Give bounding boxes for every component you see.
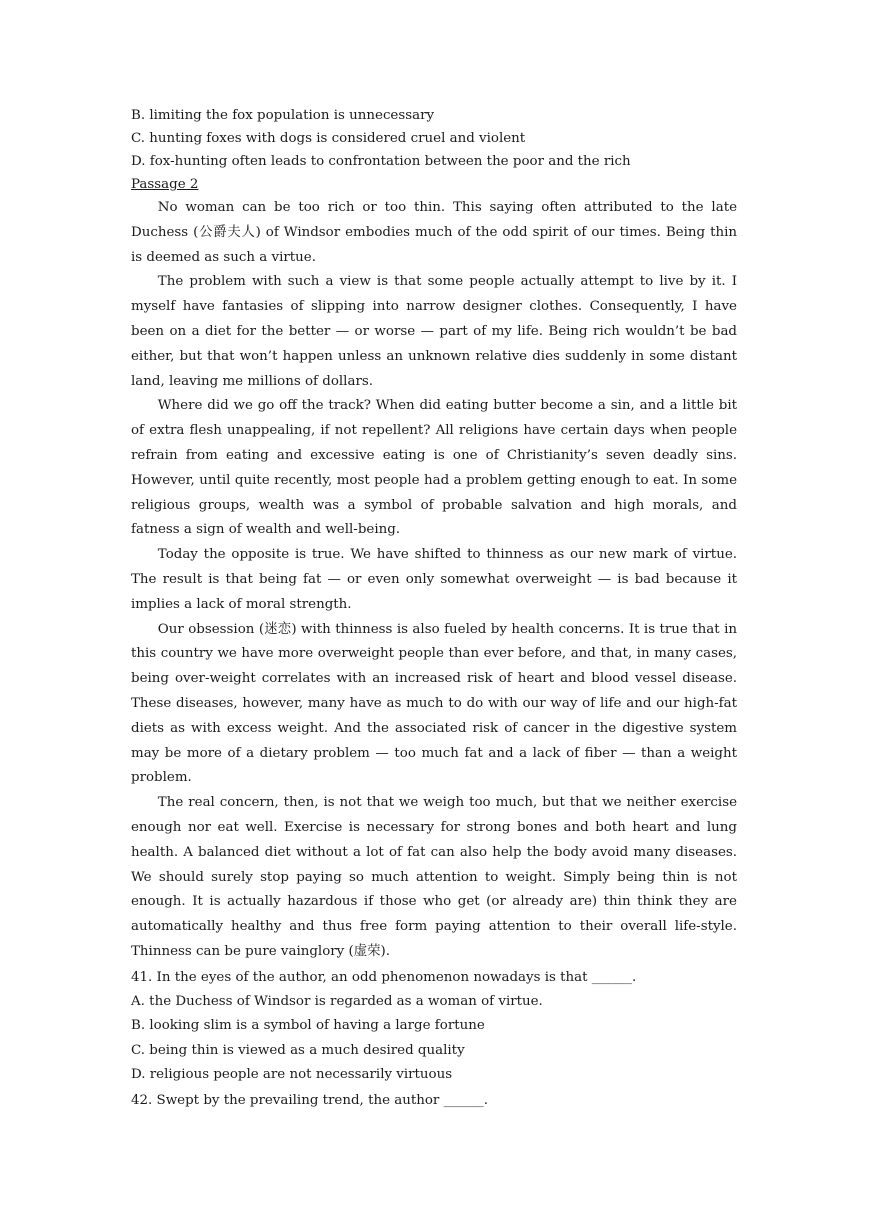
question-41-option-b: B. looking slim is a symbol of having a large fortune [131, 1018, 485, 1034]
question-41-option-c: C. being thin is viewed as a much desired quality [131, 1042, 465, 1058]
paragraph-5: Our obsession (迷恋) with thinness is also fueled by health concerns. It is true that in this country we have more overweight people than ever before, and that, in many cases, being over-weight correlates with an increased risk of heart and blood vessel disease. These diseases, however, many have as much to do with our way of life and our high-fat diets as with excess weight. And the associated risk of cancer in the digestive system may be more of a dietary problem — too much fat and a lack of fiber — than a weight problem. [131, 621, 737, 786]
question-42-stem: 42. Swept by the prevailing trend, the author ______. [131, 1093, 489, 1109]
passage-title: Passage 2 [131, 177, 199, 192]
prev-option-c: C. hunting foxes with dogs is considered cruel and violent [131, 131, 526, 146]
prev-option-d: D. fox-hunting often leads to confrontation between the poor and the rich [131, 154, 631, 169]
question-41-option-d: D. religious people are not necessarily virtuous [131, 1067, 453, 1083]
paragraph-2: The problem with such a view is that some people actually attempt to live by it. I myself have fantasies of slipping into narrow designer clothes. Consequently, I have been on a diet for the better — or worse — part of my life. Being rich wouldn’t be bad either, but that won’t happen unless an unknown relative dies suddenly in some distant land, leaving me millions of dollars. [131, 274, 737, 389]
question-41-option-a: A. the Duchess of Windsor is regarded as a woman of virtue. [131, 993, 543, 1009]
paragraph-6: The real concern, then, is not that we weigh too much, but that we neither exercise enough nor eat well. Exercise is necessary for strong bones and both heart and lung health. A balanced diet without a lot of fat can also help the body avoid many diseases. We should surely stop paying so much attention to weight. Simply being thin is not enough. It is actually hazardous if those who get (or already are) thin think they are automatically healthy and thus free form paying attention to their overall life-style. Thinness can be pure vainglory (虚荣). [131, 795, 737, 959]
prev-option-b: B. limiting the fox population is unnecessary [131, 108, 435, 123]
paragraph-3: Where did we go off the track? When did eating butter become a sin, and a little bit of extra flesh unappealing, if not repellent? All religions have certain days when people refrain from eating and excessive eating is one of Christianity’s seven deadly sins. However, until quite recently, most people had a problem getting enough to eat. In some religious groups, wealth was a symbol of probable salvation and high morals, and fatness a sign of wealth and well-being. [131, 398, 737, 538]
paragraph-1: No woman can be too rich or too thin. This saying often attributed to the late Duchess (公爵夫人) of Windsor embodies much of the odd spirit of our times. Being thin is deemed as such a virtue. [131, 200, 737, 265]
document-page [131, 104, 737, 1113]
question-41-stem: 41. In the eyes of the author, an odd phenomenon nowadays is that ______. [131, 969, 637, 985]
paragraph-4: Today the opposite is true. We have shifted to thinness as our new mark of virtue. The result is that being fat — or even only somewhat overweight — is bad because it implies a lack of moral strength. [131, 547, 737, 612]
